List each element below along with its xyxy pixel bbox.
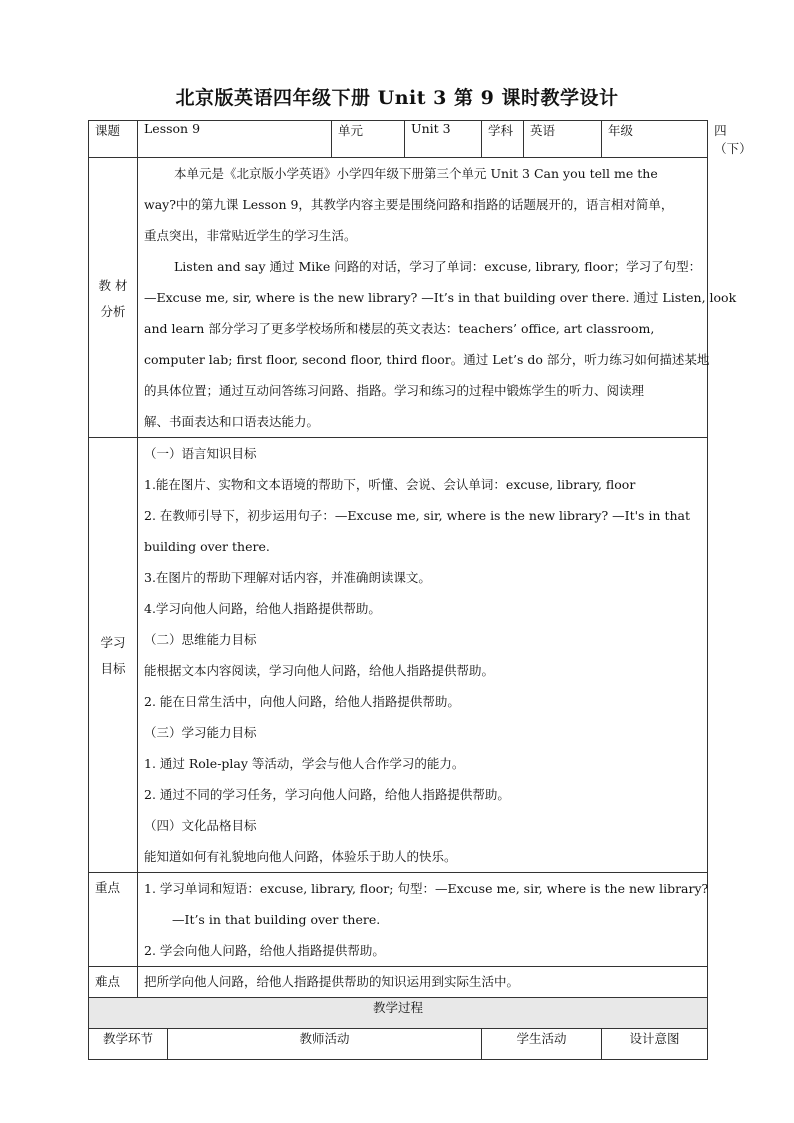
unit-label: 单元 [332,121,405,158]
objective-line: 1. 通过 Role-play 等活动，学会与他人合作学习的能力。 [144,756,465,771]
objective-line: 2. 能在日常生活中，向他人问路，给他人指路提供帮助。 [144,694,460,709]
objective-line: （一）语言知识目标 [144,446,257,461]
objective-line: 能根据文本内容阅读，学习向他人问路，给他人指路提供帮助。 [144,663,495,678]
analysis-line: and learn 部分学习了更多学校场所和楼层的英文表达：teachers’ office, art classroom, [144,321,655,336]
header-row: 课题 Lesson 9 单元 Unit 3 学科 英语 年级 四（下） [89,121,708,158]
objective-line: （二）思维能力目标 [144,632,257,647]
objectives-label [89,438,138,873]
objective-line: （四）文化品格目标 [144,818,257,833]
difficulties-content: 把所学向他人问路，给他人指路提供帮助的知识运用到实际生活中。 [138,967,708,998]
analysis-line: —Excuse me, sir, where is the new library? —It’s in that building over there. 通过 Listen, look [144,290,737,305]
analysis-label-line-2: 分析 [100,303,126,319]
objectives-label-line-1: 学习 [100,635,126,650]
col-teacher: 教师活动 [168,1029,482,1060]
analysis-content [138,158,737,438]
col-stage: 教学环节 [89,1029,168,1060]
unit-value: Unit 3 [405,121,482,158]
objective-line: 2. 在教师引导下，初步运用句子：—Excuse me, sir, where is the new library? —It's in that [144,508,691,523]
analysis-line: 重点突出，非常贴近学生的学习生活。 [144,228,357,243]
col-intent: 设计意图 [602,1029,708,1060]
page-title: 北京版英语四年级下册 Unit 3 第 9 课时教学设计 [175,87,619,109]
subject-label: 学科 [482,121,524,158]
key-points-content [138,873,708,967]
col-student: 学生活动 [482,1029,602,1060]
key-point-line: —It’s in that building over there. [172,912,381,927]
difficulties-label: 难点 [89,967,138,998]
key-point-line: 2. 学会向他人问路，给他人指路提供帮助。 [144,943,385,958]
lesson-plan-table [88,120,752,1060]
objectives-row [89,438,708,873]
key-point-line: 1. 学习单词和短语：excuse, library, floor; 句型：—Excuse me, sir, where is the new library? [144,881,709,896]
objective-line: building over there. [144,539,270,554]
analysis-line: way?中的第九课 Lesson 9，其教学内容主要是围绕问路和指路的话题展开的，语言相对简单， [144,197,674,212]
analysis-line: 本单元是《北京版小学英语》小学四年级下册第三个单元 Unit 3 Can you tell me the [174,166,658,181]
analysis-label [89,158,138,438]
analysis-line: computer lab; first floor, second floor, third floor。通过 Let’s do 部分，听力练习如何描述某地 [144,352,710,367]
objective-line: 3.在图片的帮助下理解对话内容，并准确朗读课文。 [144,570,431,585]
key-points-row [89,873,708,967]
subject-value: 英语 [524,121,602,158]
objectives-content [138,438,708,873]
objective-line: （三）学习能力目标 [144,725,257,740]
objective-line: 4.学习向他人问路，给他人指路提供帮助。 [144,601,381,616]
difficulties-row [89,967,708,998]
objective-line: 2. 通过不同的学习任务，学习向他人问路，给他人指路提供帮助。 [144,787,510,802]
analysis-line: 的具体位置；通过互动问答练习问路、指路。学习和练习的过程中锻炼学生的听力、阅读理 [144,383,645,398]
key-points-label: 重点 [89,873,138,967]
analysis-line: Listen and say 通过 Mike 问路的对话，学习了单词：excuse, library, floor；学习了句型： [174,259,702,274]
analysis-label-line-1: 教 材 [98,277,128,293]
process-title-row [89,998,708,1029]
objectives-label-line-2: 目标 [100,661,126,676]
analysis-row [89,158,708,438]
grade-label: 年级 [602,121,708,158]
analysis-line: 解、书面表达和口语表达能力。 [144,414,320,429]
objective-line: 1.能在图片、实物和文本语境的帮助下，听懂、会说、会认单词：excuse, library, floor [144,477,636,492]
process-header-row [89,1029,708,1060]
process-title: 教学过程 [89,998,708,1029]
topic-value: Lesson 9 [138,121,332,158]
topic-label: 课题 [89,121,138,158]
objective-line: 能知道如何有礼貌地向他人问路，体验乐于助人的快乐。 [144,849,457,864]
